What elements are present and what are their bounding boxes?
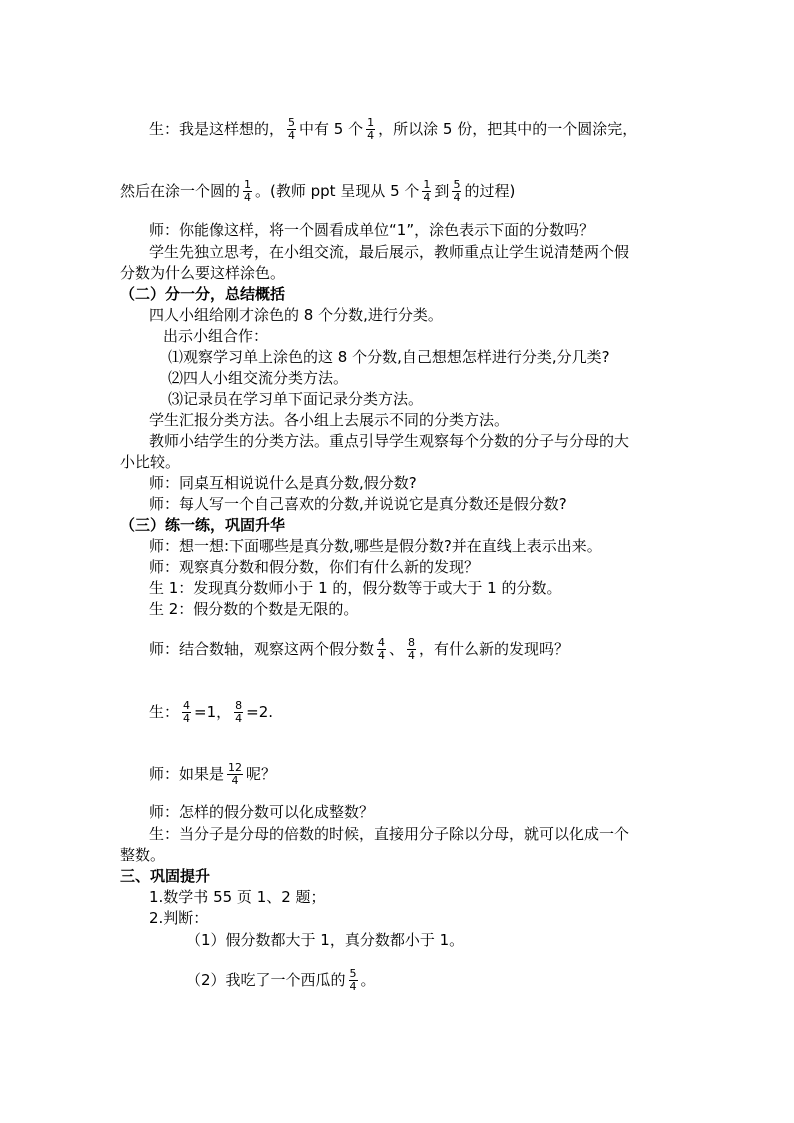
text-line: ⑵四人小组交流分类方法。 (168, 369, 349, 387)
fraction (234, 700, 243, 725)
text-line: 学生汇报分类方法。各小组上去展示不同的分类方法。 (149, 411, 510, 429)
fraction-numerator: 5 (349, 967, 357, 980)
text-line (186, 968, 376, 993)
text-segment: 的过程) (464, 182, 516, 200)
fraction-denominator: 4 (288, 129, 296, 142)
fraction-denominator: 4 (244, 191, 252, 204)
text-line: 整数。 (120, 846, 166, 864)
fraction-numerator: 4 (378, 636, 386, 649)
text-segment: 、 (389, 640, 405, 658)
text-line: 出示小组合作： (163, 327, 269, 345)
text-line: 生：当分子是分母的倍数的时候，直接用分子除以分母，就可以化成一个 (149, 825, 630, 843)
text-line: 小比较。 (120, 453, 181, 471)
text-line: 师：怎样的假分数可以化成整数？ (149, 803, 375, 821)
text-segment: ，有什么新的发现吗？ (419, 640, 570, 658)
text-line: （1）假分数都大于 1，真分数都小于 1。 (186, 931, 465, 949)
fraction-numerator: 1 (367, 116, 375, 129)
text-segment: 然后在涂一个圆的 (120, 182, 241, 200)
fraction (452, 179, 461, 204)
fraction-numerator: 8 (408, 636, 416, 649)
text-line (149, 762, 276, 787)
fraction-denominator: 4 (408, 649, 416, 662)
fraction-denominator: 4 (378, 649, 386, 662)
fraction-numerator: 12 (228, 761, 243, 774)
text-segment: 。(教师 ppt 呈现从 5 个 (255, 182, 420, 200)
text-segment: 生：我是这样想的， (149, 120, 285, 138)
text-segment: ，所以涂 5 份，把其中的一个圆涂完， (378, 120, 638, 138)
fraction-denominator: 4 (453, 191, 461, 204)
text-line (149, 637, 569, 662)
text-segment: 。 (360, 971, 376, 989)
text-line: ⑴观察学习单上涂色的这 8 个分数,自己想想怎样进行分类,分几类? (168, 348, 610, 366)
text-line: 2.判断： (149, 909, 209, 927)
section-heading: 三、巩固提升 (120, 867, 211, 885)
text-line (149, 700, 273, 725)
text-line: 学生先独立思考，在小组交流，最后展示，教师重点让学生说清楚两个假 (149, 243, 630, 261)
text-segment: 中有 5 个 (299, 120, 364, 138)
text-segment: 师：结合数轴，观察这两个假分数 (149, 640, 375, 658)
fraction-numerator: 1 (423, 178, 431, 191)
fraction-numerator: 5 (288, 116, 296, 129)
text-segment: （2）我吃了一个西瓜的 (186, 971, 346, 989)
text-line: 四人小组给刚才涂色的 8 个分数,进行分类。 (149, 306, 443, 324)
text-line: 师：想一想:下面哪些是真分数,哪些是假分数?并在直线上表示出来。 (149, 537, 602, 555)
fraction (287, 117, 296, 142)
fraction (377, 637, 386, 662)
section-heading: （二）分一分，总结概括 (120, 285, 286, 303)
text-line: 生 2：假分数的个数是无限的。 (149, 600, 359, 618)
fraction-numerator: 8 (235, 699, 243, 712)
fraction (422, 179, 431, 204)
text-line: 教师小结学生的分类方法。重点引导学生观察每个分数的分子与分母的大 (149, 432, 630, 450)
text-line: 1.数学书 55 页 1、2 题； (149, 888, 326, 906)
text-segment: 生： (149, 703, 180, 721)
fraction-denominator: 4 (183, 712, 191, 725)
fraction-numerator: 4 (183, 699, 191, 712)
fraction (407, 637, 416, 662)
text-segment: =2. (246, 703, 274, 721)
fraction-denominator: 4 (235, 712, 243, 725)
fraction-denominator: 4 (227, 774, 243, 787)
text-line (120, 179, 515, 204)
text-line: ⑶记录员在学习单下面记录分类方法。 (168, 390, 424, 408)
fraction (243, 179, 252, 204)
fraction-denominator: 4 (349, 980, 357, 993)
text-line: 生 1：发现真分数师小于 1 的，假分数等于或大于 1 的分数。 (149, 579, 562, 597)
text-line: 师：观察真分数和假分数，你们有什么新的发现？ (149, 558, 480, 576)
text-segment: 到 (434, 182, 450, 200)
fraction (182, 700, 191, 725)
text-line: 师：你能像这样，将一个圆看成单位“1”，涂色表示下面的分数吗？ (149, 221, 595, 239)
fraction (366, 117, 375, 142)
text-segment: 呢？ (246, 765, 277, 783)
text-segment: =1， (194, 703, 232, 721)
fraction-denominator: 4 (423, 191, 431, 204)
text-line: 师：同桌互相说说什么是真分数,假分数? (149, 474, 417, 492)
text-line: 分数为什么要这样涂色。 (120, 264, 286, 282)
section-heading: （三）练一练，巩固升华 (120, 516, 286, 534)
fraction (349, 968, 358, 993)
fraction-numerator: 1 (244, 178, 252, 191)
text-segment: 师：如果是 (149, 765, 225, 783)
fraction-denominator: 4 (367, 129, 375, 142)
fraction-numerator: 5 (453, 178, 461, 191)
fraction (227, 762, 243, 787)
text-line: 师：每人写一个自己喜欢的分数,并说说它是真分数还是假分数? (149, 495, 567, 513)
text-line (149, 117, 637, 142)
